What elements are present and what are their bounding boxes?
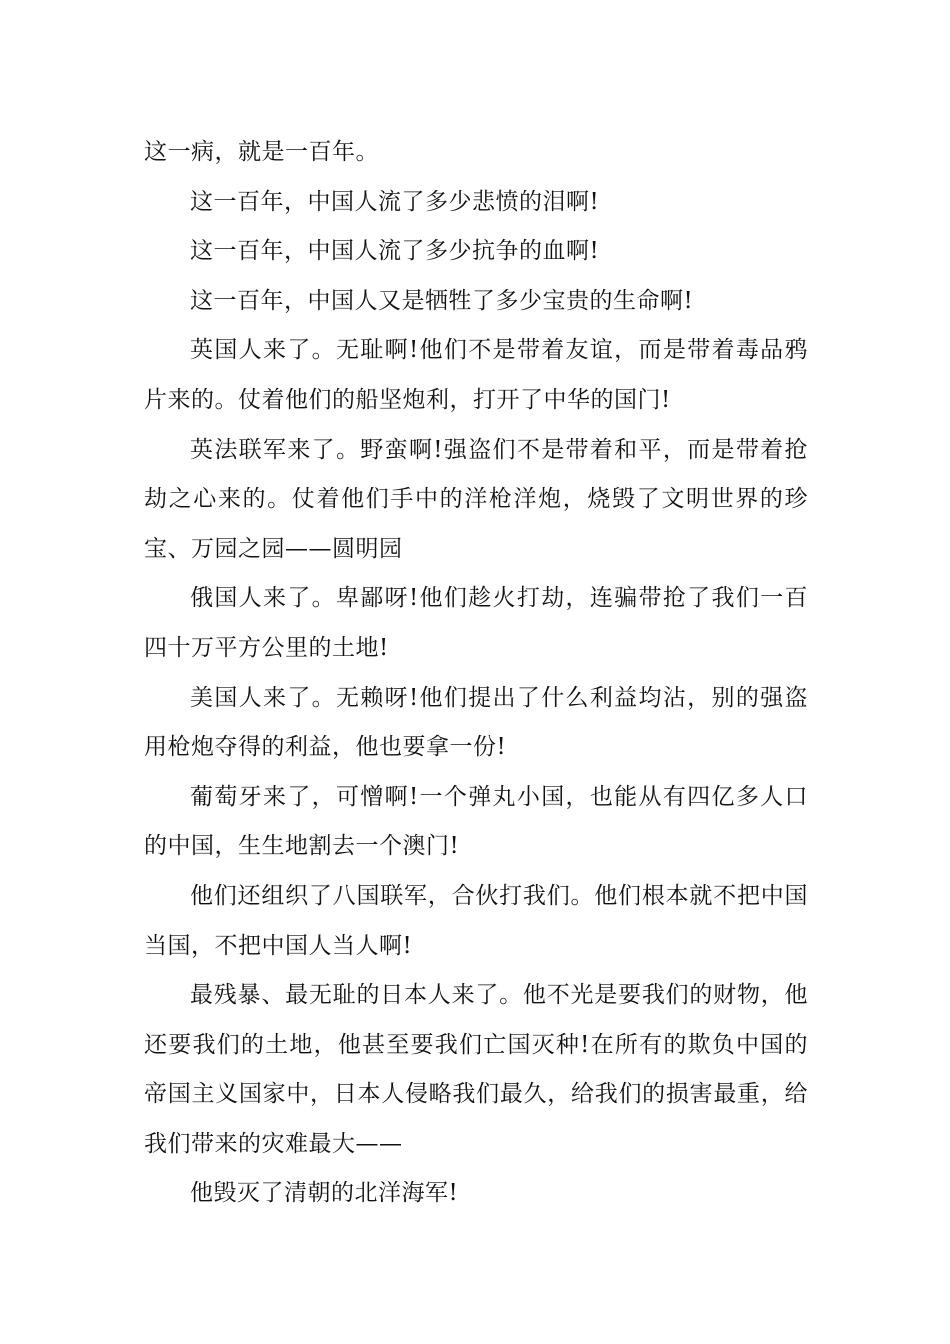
paragraph: 这一病，就是一百年。 xyxy=(144,139,379,165)
document-body xyxy=(144,128,808,1219)
paragraph: 这一百年，中国人流了多少悲愤的泪啊! xyxy=(190,188,600,215)
paragraph: 英法联军来了。野蛮啊!强盗们不是带着和平，而是带着抢劫之心来的。仗着他们手中的洋枪洋炮，烧毁了文明世界的珍宝、万园之园——圆明园 xyxy=(144,436,808,562)
paragraph: 最残暴、最无耻的日本人来了。他不光是要我们的财物，他还要我们的土地，他甚至要我们亡国灭种!在所有的欺负中国的帝国主义国家中，日本人侵略我们最久，给我们的损害最重，给我们带来的灾难最大—— xyxy=(144,982,808,1157)
paragraph: 美国人来了。无赖呀!他们提出了什么利益均沾，别的强盗用枪炮夺得的利益，他也要拿一份! xyxy=(144,684,808,761)
paragraph: 葡萄牙来了，可憎啊!一个弹丸小国，也能从有四亿多人口的中国，生生地割去一个澳门! xyxy=(144,783,808,860)
paragraph: 俄国人来了。卑鄙呀!他们趁火打劫，连骗带抢了我们一百四十万平方公里的土地! xyxy=(144,585,808,661)
paragraph: 这一百年，中国人又是牺牲了多少宝贵的生命啊! xyxy=(190,287,694,314)
paragraph: 英国人来了。无耻啊!他们不是带着友谊，而是带着毒品鸦片来的。仗着他们的船坚炮利，打开了中华的国门! xyxy=(144,337,808,413)
paragraph: 这一百年，中国人流了多少抗争的血啊! xyxy=(190,238,600,265)
paragraph: 他毁灭了清朝的北洋海军! xyxy=(190,1180,459,1207)
paragraph: 他们还组织了八国联军，合伙打我们。他们根本就不把中国当国，不把中国人当人啊! xyxy=(144,882,808,959)
